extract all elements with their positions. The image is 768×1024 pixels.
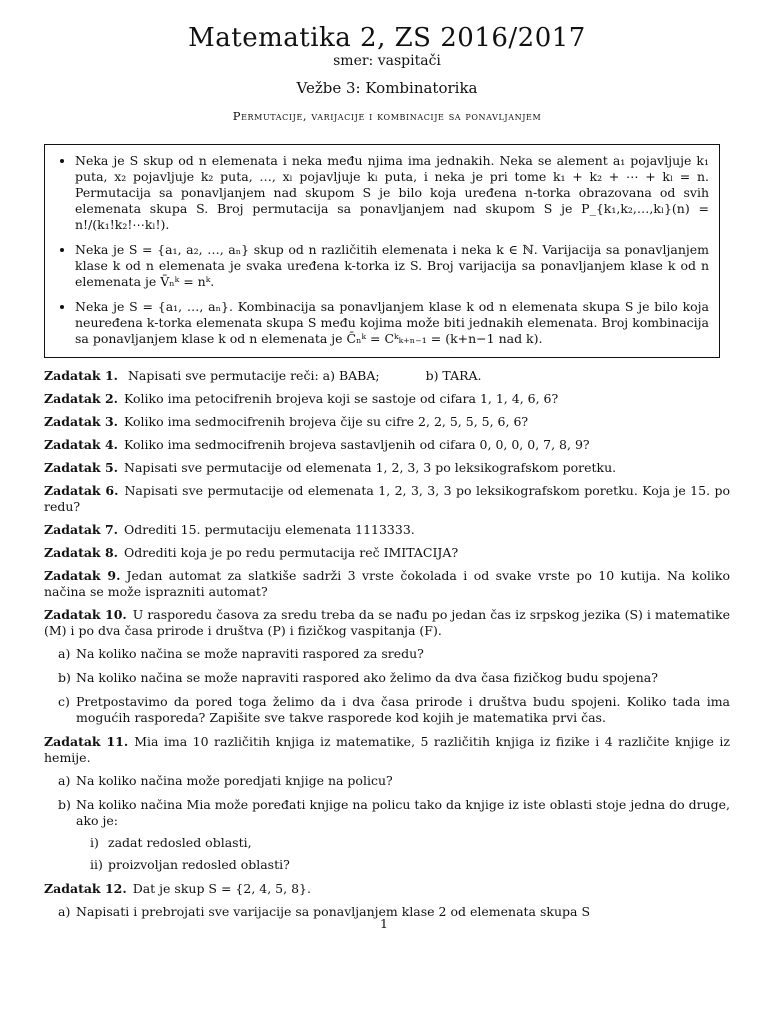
task-text: Napisati sve permutacije od elemenata 1, 2, 3, 3 po leksikografskom poretku.	[124, 460, 617, 475]
subitem-mark: a)	[58, 904, 71, 919]
task-option-b: b) TARA.	[425, 368, 482, 383]
task-label: Zadatak 10.	[44, 607, 127, 622]
task-11-subitems	[44, 773, 730, 873]
subitem	[44, 694, 730, 726]
roman-item	[76, 857, 730, 873]
task-text: U rasporedu časova za sredu treba da se nađu po jedan čas iz srpskog jezika (S) i matematike (M) i po dva časa prirode i društva (P) i fizičkog vaspitanja (F).	[44, 607, 730, 638]
definition-variations: • Neka je S = {a₁, a₂, …, aₙ} skup od n različitih elemenata i neka k ∈ ℕ. Varijacija sa ponavljanjem klase k od n elemenata je svaka uređena k-torka iz S. Broj varijacija sa ponavljanjem klase k od n elemenata je V̄ₙᵏ = nᵏ.	[75, 242, 709, 290]
roman-mark: ii)	[90, 857, 103, 872]
roman-subitems	[76, 835, 730, 873]
roman-text: proizvoljan redosled oblasti?	[108, 857, 290, 872]
task-text: Napisati sve permutacije reči:	[127, 368, 319, 383]
task-8	[44, 545, 730, 561]
subitem-text: Pretpostavimo da pored toga želimo da i dva časa prirode i društva budu spojeni. Koliko tada ima mogućih rasporeda? Zapišite sve takve rasporede kod kojih je matematika prvi čas.	[76, 694, 730, 725]
subitem-text: Napisati i prebrojati sve varijacije sa ponavljanjem klase 2 od elemenata skupa S	[76, 904, 591, 919]
task-3	[44, 414, 730, 430]
task-text: Odrediti koja je po redu permutacija reč IMITACIJA?	[124, 545, 459, 560]
subitem-text: Na koliko načina se može napraviti raspored ako želimo da dva časa fizičkog budu spojena?	[76, 670, 658, 685]
task-6	[44, 483, 730, 515]
task-label: Zadatak 1.	[44, 368, 118, 383]
subitem-mark: a)	[58, 646, 71, 661]
subitem-mark: b)	[58, 670, 71, 685]
task-text: Dat je skup S = {2, 4, 5, 8}.	[132, 881, 311, 896]
section-title: Permutacije, varijacije i kombinacije sa ponavljanjem	[232, 109, 542, 123]
task-text: Jedan automat za slatkiše sadrži 3 vrste čokolada i od svake vrste po 10 kutija. Na koliko načina se može isprazniti automat?	[44, 568, 731, 599]
subitem	[44, 646, 730, 662]
task-text: Koliko ima petocifrenih brojeva koji se sastoje od cifara 1, 1, 4, 6, 6?	[124, 391, 559, 406]
task-4	[44, 437, 730, 453]
task-label: Zadatak 2.	[44, 391, 118, 406]
task-text: Koliko ima sedmocifrenih brojeva sastavljenih od cifara 0, 0, 0, 0, 7, 8, 9?	[124, 437, 590, 452]
task-text: Mia ima 10 različitih knjiga iz matematike, 5 različitih knjiga iz fizike i 4 različite knjige iz hemije.	[44, 734, 730, 765]
task-9	[44, 568, 730, 600]
roman-text: zadat redosled oblasti,	[108, 835, 252, 850]
program-subtitle: smer: vaspitači	[333, 53, 441, 69]
task-label: Zadatak 12.	[44, 881, 127, 896]
task-2	[44, 391, 730, 407]
page-number: 1	[380, 916, 388, 931]
task-1	[44, 368, 730, 384]
subitem-text: Na koliko načina se može napraviti raspored za sredu?	[76, 646, 424, 661]
definition-permutations: • Neka je S skup od n elemenata i neka među njima ima jednakih. Neka se alement a₁ pojavljuje k₁ puta, x₂ pojavljuje k₂ puta, …, xₗ pojavljuje kₗ puta, i neka je pri tome k₁ + k₂ + ⋯ + kₗ = n. Permutacija sa ponavljanjem nad skupom S je bilo koja uređena n-torka obrazovana od svih elemenata skupa S. Broj permutacija sa ponavljanjem nad skupom S je P_{k₁,k₂,…,kₗ}(n) = n!/(k₁!k₂!⋯kₗ!).	[75, 153, 709, 233]
subitem-text: Na koliko načina može poredjati knjige na policu?	[76, 773, 393, 788]
definitions-box	[44, 144, 720, 358]
task-label: Zadatak 8.	[44, 545, 118, 560]
document-page	[44, 22, 730, 928]
task-label: Zadatak 11.	[44, 734, 129, 749]
subitem-mark: a)	[58, 773, 71, 788]
task-12	[44, 881, 730, 897]
task-label: Zadatak 6.	[44, 483, 119, 498]
subitem-text: Na koliko načina Mia može poređati knjige na policu tako da knjige iz iste oblasti stoje jedna do druge, ako je:	[76, 797, 730, 828]
roman-mark: i)	[90, 835, 99, 850]
task-10	[44, 607, 730, 639]
task-text: Koliko ima sedmocifrenih brojeva čije su cifre 2, 2, 5, 5, 5, 6, 6?	[124, 414, 529, 429]
task-list	[44, 368, 730, 920]
roman-item	[76, 835, 730, 851]
subitem	[44, 670, 730, 686]
task-label: Zadatak 7.	[44, 522, 118, 537]
subitem-mark: c)	[58, 694, 70, 709]
task-label: Zadatak 9.	[44, 568, 121, 583]
task-5	[44, 460, 730, 476]
task-label: Zadatak 5.	[44, 460, 118, 475]
definition-combinations: • Neka je S = {a₁, …, aₙ}. Kombinacija sa ponavljanjem klase k od n elemenata skupa S je bilo koja neuređena k-torka elemenata skupa S među kojima može biti jednakih elemenata. Broj kombinacija sa ponavljanjem klase k od n elemenata je C̄ₙᵏ = Cᵏₖ₊ₙ₋₁ = (k+n−1 nad k).	[75, 299, 709, 347]
document-title: Matematika 2, ZS 2016/2017	[188, 23, 586, 53]
task-option-a: a) BABA;	[322, 368, 380, 383]
task-10-subitems	[44, 646, 730, 726]
task-label: Zadatak 4.	[44, 437, 118, 452]
task-label: Zadatak 3.	[44, 414, 118, 429]
task-text: Napisati sve permutacije od elemenata 1, 2, 3, 3, 3 po leksikografskom poretku. Koja je 15. po redu?	[44, 483, 731, 514]
subitem-mark: b)	[58, 797, 71, 812]
exercise-title: Vežbe 3: Kombinatorika	[296, 79, 478, 97]
task-text: Odrediti 15. permutaciju elemenata 1113333.	[124, 522, 415, 537]
subitem	[44, 773, 730, 789]
subitem	[44, 797, 730, 873]
task-11	[44, 734, 730, 766]
task-7	[44, 522, 730, 538]
